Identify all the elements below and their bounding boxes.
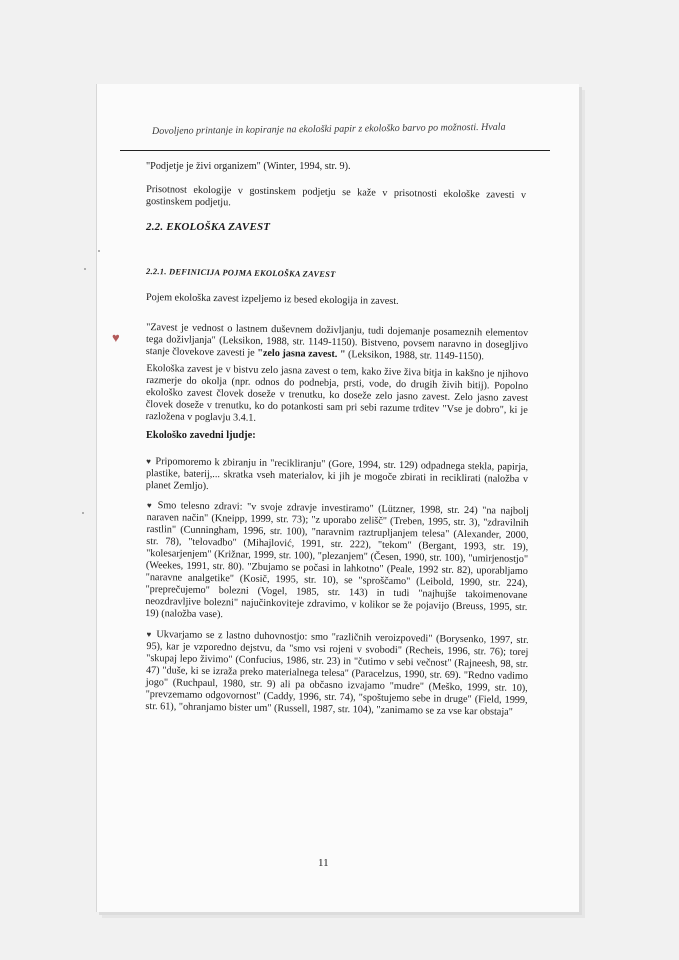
page-number: 11: [318, 857, 329, 869]
running-header: Dovoljeno printanje in kopiranje na ekološki papir z ekološko barvo po možnosti. Hvala: [151, 121, 506, 137]
header-rule: [120, 150, 550, 151]
p2-text-start: "Zavest je vednost o lastnem duševnem doživljanju, tudi dojemanje posameznih elementov tega doživljanja" (Leksikon, 1988, str. 1149-1150). Bistveno, povsem naravno in dosegljivo stanje človekove zavesti je: [145, 322, 529, 359]
heart-bullet-icon: ♥: [146, 501, 154, 511]
bullet-item-3: [145, 629, 528, 719]
heart-bullet-icon: ♥: [146, 630, 153, 640]
paragraph-3: Ekološka zavest je v bistvu zelo jasna zavest o tem, kako žive živa bitja in kakšno je njihovo razmerje do okolja (npr. odnos do podnebja, prsti, vode, do drugih živih bitij). Popolno ekološko zavest človek doseže v trenutku, ko doseže zelo jasno zavest. Zelo jasno zavest človek doseže v trenutku, ko do potankosti sam pri sebi razume trditev "Vse je dobro", ki je razložena v poglavju 3.4.1.: [145, 363, 529, 424]
subsection-heading: 2.2.1. DEFINICIJA POJMA EKOLOŠKA ZAVEST: [145, 267, 336, 279]
heart-bullet-icon: ♥: [146, 457, 152, 467]
p2-bold: "zelo jasna zavest. ": [257, 347, 346, 361]
bullet-item-2: [145, 500, 529, 626]
paragraph-2: [146, 322, 529, 364]
speck: [98, 250, 100, 252]
people-heading: Ekološko zavedni ljudje:: [146, 430, 256, 441]
speck: [84, 268, 86, 270]
heart-mark-icon: ♥: [112, 330, 120, 345]
bullet-text: Smo telesno zdravi: "v svoje zdravje investiramo" (Lützner, 1998, str. 24) "na najbolj naraven način" (Kneipp, 1999, str. 73); "z uporabo zelišč" (Treben, 1995, str. 3), "zdravilnih rastlin" (Cunningham, 1996, str. 100), "naravnim raztrupljanjem telesa" (Alexander, 2000, str. 78), "telovadbo" (Mihajlović, 1991, str. 222), "tekom" (Bergant, 1993, str. 19), "kolesarjenjem" (Križnar, 1999, str. 100), "plezanjem" (Česen, 1990, str. 100), "umirjenostjo" (Weekes, 1991, str. 80). "Zbujamo se počasi in lahkotno" (Peale, 1992 str. 82), uporabljamo "naravne analgetike" (Kosič, 1995, str. 10), se "sproščamo" (Leibold, 1990, str. 224), "preprečujemo" bolezni (Vogel, 1985, str. 143) in tudi "najhujše takoimenovane neozdravljive bolezni" najučinkoviteje zdravimo, v kolikor se že pojavijo (Breuss, 1995, str. 19) (naložba vase).: [145, 500, 529, 621]
paragraph-1: Pojem ekološka zavest izpeljemo iz besed ekologija in zavest.: [145, 292, 399, 307]
intro-paragraph: Prisotnost ekologije v gostinskem podjetju se kaže v prisotnosti ekološke zavesti v gostinskem podjetju.: [145, 184, 527, 209]
intro-quote: "Podjetje je živi organizem" (Winter, 1994, str. 9).: [146, 161, 351, 172]
bullet-text: Pripomoremo k zbiranju in "recikliranju" (Gore, 1994, str. 129) odpadnega stekla, papirja, plastike, baterij,... skratka vseh materialov, ki jih je mogoče zbirati in reciklirati (naložba v planet Zemljo).: [145, 456, 529, 492]
bullet-text: Ukvarjamo se z lastno duhovnostjo: smo "različnih veroizpovedi" (Borysenko, 1997, str. 95), kar je vzporedno dejstvu, da "smo vsi rojeni v svobodi" (Recheis, 1996, str. 76); torej "skupaj lepo živimo" (Confucius, 1986, str. 23) in "čutimo v sebi večnost" (Rajneesh, 98, str. 47) "duše, ki se izraža preko materialnega telesa" (Paracelzus, 1990, str. 69). "Redno vadimo jogo" (Ruchpaul, 1980, str. 9) ali pa občasno izvajamo "mudre" (Meško, 1999, str. 10), "prevzemamo odgovornost" (Caddy, 1996, str. 74), "spoštujemo sebe in druge" (Field, 1999, str. 61), "ohranjamo bister um" (Russell, 1987, str. 104), "zanimamo se za vse kar obstaja": [145, 629, 529, 718]
p2-text-end: (Leksikon, 1988, str. 1149-1150).: [345, 349, 485, 363]
bullet-item-1: [146, 456, 529, 498]
speck: [82, 512, 84, 514]
section-heading: 2.2. EKOLOŠKA ZAVEST: [146, 221, 271, 233]
